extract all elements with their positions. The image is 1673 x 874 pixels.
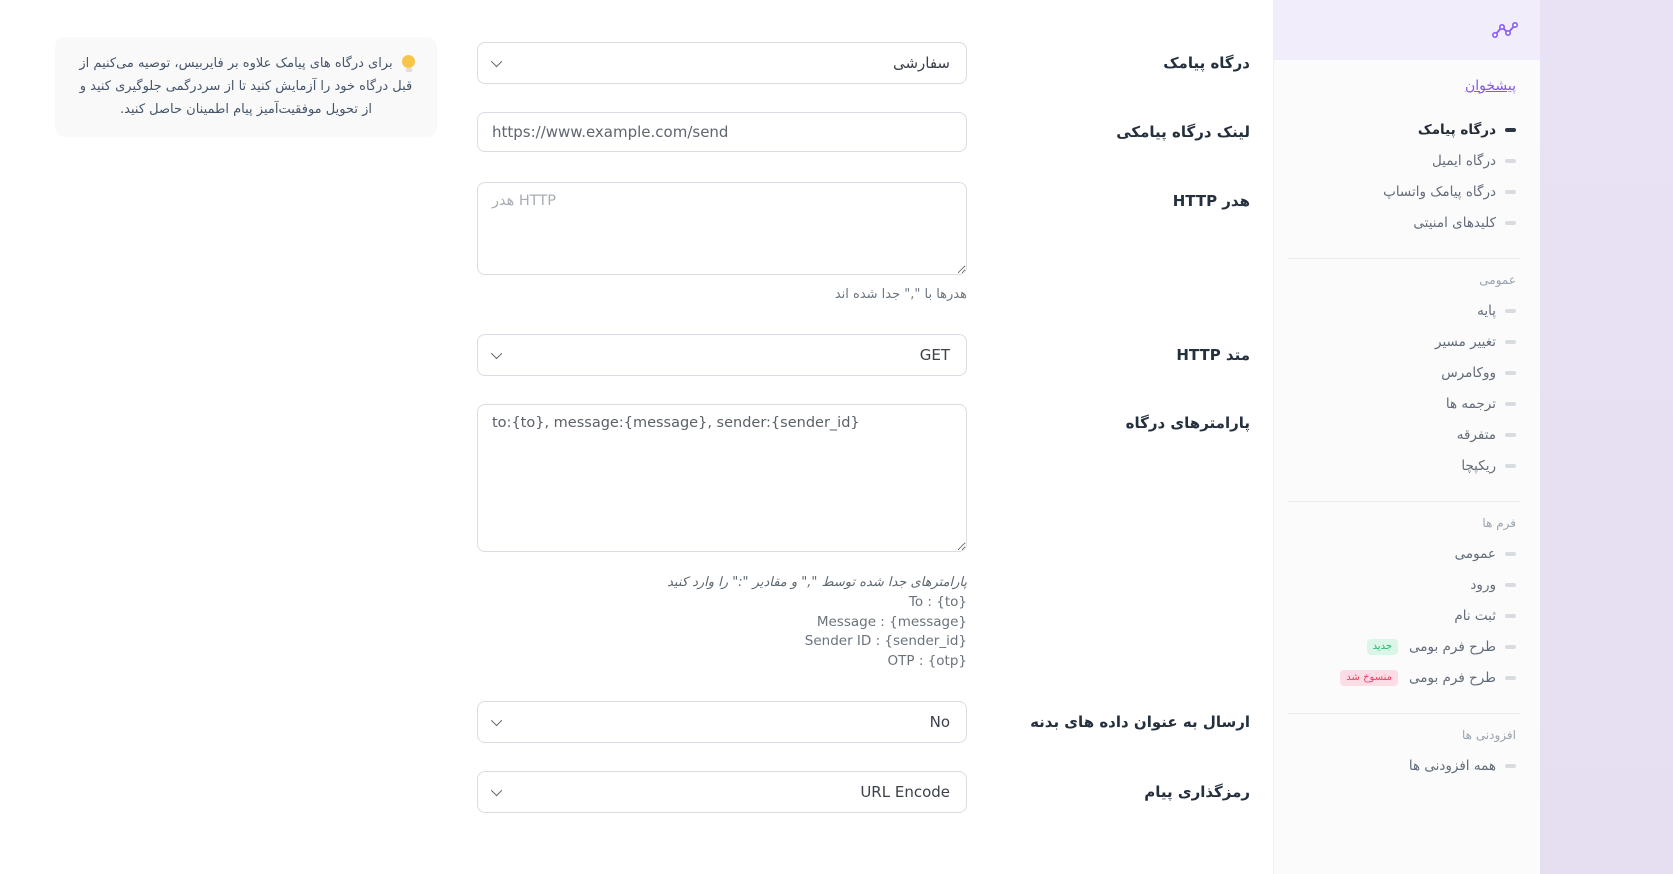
form-row-body-data: [0, 701, 1250, 743]
form-row-http-header: [0, 182, 1250, 302]
form-row-encoding: [0, 771, 1250, 813]
dash-icon: [1505, 764, 1516, 768]
dash-icon: [1505, 159, 1516, 163]
sidebar-item-label: ورود: [1470, 576, 1496, 593]
gateway-params-textarea[interactable]: [477, 404, 967, 552]
sidebar-item-label: طرح فرم بومی: [1409, 669, 1496, 686]
sidebar-item-translations[interactable]: [1288, 388, 1516, 419]
params-helper-line-sender: Sender ID : {sender_id}: [804, 633, 967, 649]
sidebar-item-email-gateway[interactable]: [1288, 145, 1516, 176]
deprecated-badge: منسوخ شد: [1340, 670, 1398, 686]
sidebar-item-woocommerce[interactable]: [1288, 357, 1516, 388]
dash-icon: [1505, 433, 1516, 437]
dash-icon: [1505, 402, 1516, 406]
http-method-select-value: GET: [919, 346, 950, 364]
http-header-helper: هدرها با "," جدا شده اند: [834, 287, 967, 302]
form-row-params: [0, 404, 1250, 671]
sidebar-item-all-addons[interactable]: [1288, 750, 1516, 781]
params-helper-line-otp: OTP : {otp}: [887, 652, 967, 669]
params-helper-line-message: Message : {message}: [816, 613, 967, 630]
encoding-label: رمزگذاری پیام: [1144, 783, 1250, 801]
sidebar-nav: [1274, 60, 1540, 781]
lightbulb-icon: [402, 55, 415, 68]
sidebar-item-label: ووکامرس: [1441, 364, 1496, 381]
gateway-select[interactable]: [477, 42, 967, 84]
dash-icon: [1505, 309, 1516, 313]
sidebar-item-label: متفرقه: [1456, 426, 1496, 443]
sidebar-item-native-form-deprecated[interactable]: [1288, 662, 1516, 693]
params-helper-note: پارامترهای جدا شده توسط "," و مقادیر ":" را وارد کنید: [667, 575, 967, 590]
sidebar-item-security-keys[interactable]: [1288, 207, 1516, 238]
dash-icon: [1505, 645, 1516, 649]
dash-icon: [1505, 614, 1516, 618]
dash-icon: [1505, 221, 1516, 225]
dash-icon: [1505, 464, 1516, 468]
gateway-params-label: پارامترهای درگاه: [1125, 414, 1250, 432]
sidebar-section-general: عمومی: [1479, 273, 1516, 287]
sidebar-header-band: [1274, 0, 1540, 60]
http-method-select[interactable]: [477, 334, 967, 376]
sidebar-item-label: طرح فرم بومی: [1409, 638, 1496, 655]
tip-box: [55, 37, 437, 137]
chevron-down-icon: [491, 56, 502, 67]
dash-icon: [1505, 583, 1516, 587]
body-data-select-value: No: [929, 713, 950, 731]
body-data-label: ارسال به عنوان داده های بدنه: [1030, 713, 1250, 731]
sidebar-item-misc[interactable]: [1288, 419, 1516, 450]
right-decoration-strip: [1540, 0, 1673, 874]
http-header-textarea[interactable]: [477, 182, 967, 275]
sidebar-item-basic[interactable]: [1288, 295, 1516, 326]
graph-dots-icon: [1492, 21, 1518, 40]
sidebar-divider: [1288, 713, 1520, 714]
sidebar-item-native-form-new[interactable]: [1288, 631, 1516, 662]
sidebar-item-label: ثبت نام: [1454, 607, 1496, 624]
sidebar-item-label: ترجمه ها: [1445, 395, 1496, 412]
dashboard-link[interactable]: پیشخوان: [1464, 78, 1516, 94]
sidebar-item-label: درگاه پیامک: [1417, 121, 1496, 138]
sidebar-item-redirect[interactable]: [1288, 326, 1516, 357]
chevron-down-icon: [491, 785, 502, 796]
sidebar-item-label: درگاه پیامک واتساپ: [1383, 183, 1496, 200]
gateway-select-value: سفارشی: [892, 54, 950, 72]
dash-icon: [1505, 552, 1516, 556]
sidebar-section-forms: فرم ها: [1482, 516, 1516, 530]
tip-text: برای درگاه های پیامک علاوه بر فایربیس، توصیه می‌کنیم از قبل درگاه خود را آزمایش کنید تا از سردرگمی جلوگیری کنید و از تحویل موفقیت‌آمیز پیام اطمینان حاصل کنید.: [79, 56, 413, 118]
form-row-method: [0, 334, 1250, 376]
sidebar-divider: [1288, 258, 1520, 259]
dash-icon: [1505, 676, 1516, 680]
sidebar-item-login[interactable]: [1288, 569, 1516, 600]
body-data-select[interactable]: [477, 701, 967, 743]
gateway-link-input[interactable]: [477, 112, 967, 152]
sidebar-item-label: پایه: [1477, 302, 1496, 319]
dash-icon: [1505, 128, 1516, 132]
gateway-label: درگاه پیامک: [1163, 54, 1250, 72]
dash-icon: [1505, 340, 1516, 344]
link-label: لینک درگاه پیامکی: [1116, 123, 1250, 141]
dash-icon: [1505, 190, 1516, 194]
params-helper-line-to: To : {to}: [908, 594, 967, 610]
sidebar-item-label: درگاه ایمیل: [1431, 152, 1496, 169]
sidebar-section-addons: افزودنی ها: [1462, 728, 1516, 742]
encoding-select[interactable]: [477, 771, 967, 813]
gateway-params-helpers: [477, 572, 967, 671]
sidebar-item-forms-general[interactable]: [1288, 538, 1516, 569]
sidebar-item-label: تغییر مسیر: [1435, 333, 1496, 350]
chevron-down-icon: [491, 715, 502, 726]
chevron-down-icon: [491, 348, 502, 359]
sidebar-divider: [1288, 501, 1520, 502]
encoding-select-value: URL Encode: [860, 783, 950, 801]
sidebar-item-label: عمومی: [1454, 545, 1496, 562]
http-header-label: هدر HTTP: [1172, 192, 1250, 210]
new-badge: جدید: [1367, 639, 1398, 655]
dash-icon: [1505, 371, 1516, 375]
sidebar-item-register[interactable]: [1288, 600, 1516, 631]
sidebar-item-sms-gateway[interactable]: [1288, 114, 1516, 145]
sidebar-item-label: همه افزودنی ها: [1408, 757, 1496, 774]
sidebar-item-label: کلیدهای امنیتی: [1413, 214, 1496, 231]
sidebar-item-recaptcha[interactable]: [1288, 450, 1516, 481]
sidebar-item-label: ریکپچا: [1461, 457, 1496, 474]
http-method-label: متد HTTP: [1176, 346, 1250, 364]
sidebar: [1273, 0, 1540, 874]
sidebar-item-whatsapp-gateway[interactable]: [1288, 176, 1516, 207]
